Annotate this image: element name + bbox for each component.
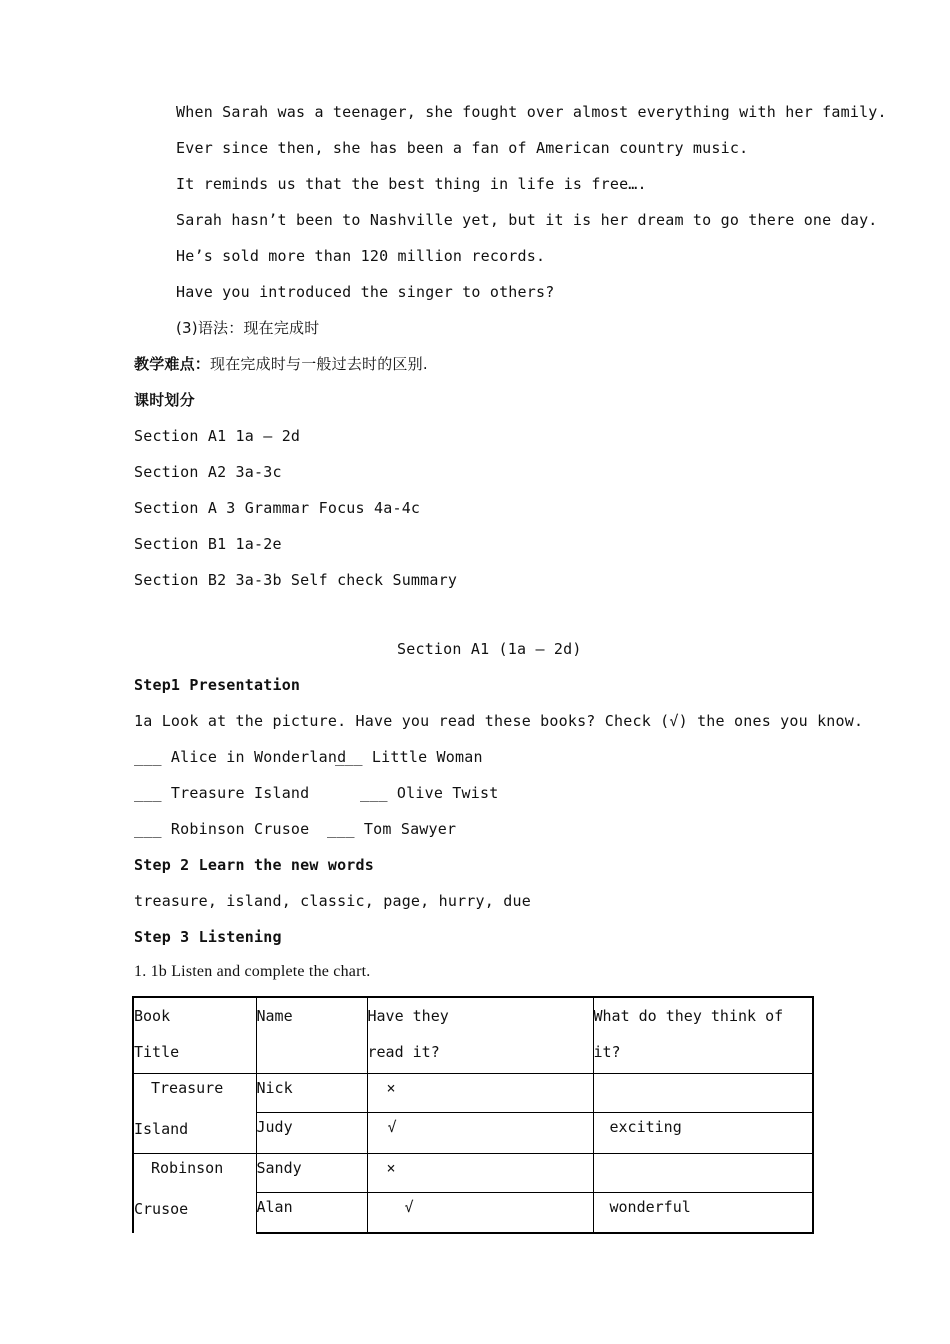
read-mark: × [386, 1078, 396, 1097]
table-row [133, 1073, 813, 1112]
header-book-line: Book [134, 1007, 171, 1025]
read-cell [367, 1192, 593, 1233]
difficulty-line [134, 354, 428, 374]
header-read [367, 997, 593, 1073]
book-option: ___ Alice in Wonderland [134, 748, 347, 766]
book-option: ___ Treasure Island [134, 784, 310, 802]
book-title-line1: Robinson [151, 1158, 224, 1177]
step2-words: treasure, island, classic, page, hurry, due [134, 892, 531, 910]
book-title-line2: Island [134, 1119, 189, 1138]
step3-heading: Step 3 Listening [134, 928, 282, 946]
opinion-text: wonderful [609, 1197, 691, 1216]
schedule-item: Section B2 3a-3b Self check Summary [134, 571, 458, 589]
grammar-point: (3)语法：现在完成时 [176, 319, 320, 337]
read-cell [367, 1112, 593, 1153]
header-title-line: Title [134, 1043, 180, 1061]
intro-sentence: Have you introduced the singer to others? [176, 283, 555, 301]
book-option: ___ Little Woman [335, 748, 483, 766]
student-name: Judy [256, 1117, 293, 1136]
table-row [133, 1153, 813, 1192]
opinion-text [594, 1154, 813, 1158]
book-title-line1: Treasure [151, 1078, 224, 1097]
student-name: Sandy [256, 1158, 302, 1177]
step1-instruction: 1a Look at the picture. Have you read these books? Check (√) the ones you know. [134, 712, 864, 730]
table-header-row [133, 997, 813, 1073]
intro-sentence: It reminds us that the best thing in life is free…. [176, 175, 647, 193]
header-read-line1: Have they [367, 1007, 449, 1025]
difficulty-text: 现在完成时与一般过去时的区别. [210, 355, 428, 373]
book-title-cell [133, 1073, 256, 1153]
schedule-item: Section A 3 Grammar Focus 4a-4c [134, 499, 421, 517]
name-cell [256, 1112, 367, 1153]
header-read-line2: read it? [367, 1043, 440, 1061]
name-cell [256, 1153, 367, 1192]
schedule-item: Section A2 3a-3c [134, 463, 282, 481]
student-name: Alan [256, 1197, 293, 1216]
book-option: ___ Olive Twist [360, 784, 499, 802]
header-book-title [133, 997, 256, 1073]
step2-heading: Step 2 Learn the new words [134, 856, 374, 874]
read-cell [367, 1073, 593, 1112]
opinion-text [594, 1074, 813, 1078]
opinion-cell [593, 1153, 813, 1192]
name-cell [256, 1192, 367, 1233]
book-title-line2: Crusoe [134, 1199, 189, 1218]
step3-task: 1. 1b Listen and complete the chart. [134, 963, 371, 980]
intro-sentence: He’s sold more than 120 million records. [176, 247, 546, 265]
header-opinion-text: What do they think of it? [593, 1007, 784, 1061]
difficulty-label: 教学难点： [134, 355, 211, 373]
opinion-cell [593, 1192, 813, 1233]
read-cell [367, 1153, 593, 1192]
opinion-text: exciting [609, 1117, 682, 1136]
section-title: Section A1 (1a – 2d) [397, 640, 582, 658]
schedule-item: Section A1 1a – 2d [134, 427, 301, 445]
intro-sentence: When Sarah was a teenager, she fought over almost everything with her family. [176, 103, 887, 121]
schedule-heading: 课时划分 [134, 391, 195, 409]
read-mark: × [386, 1158, 396, 1177]
opinion-cell [593, 1073, 813, 1112]
listening-chart [132, 996, 814, 1234]
book-option: ___ Robinson Crusoe [134, 820, 310, 838]
read-mark: √ [387, 1117, 397, 1136]
book-title-cell [133, 1153, 256, 1233]
opinion-cell [593, 1112, 813, 1153]
intro-sentence: Sarah hasn’t been to Nashville yet, but it is her dream to go there one day. [176, 211, 878, 229]
header-name-text: Name [256, 1007, 293, 1025]
student-name: Nick [256, 1078, 293, 1097]
step1-heading: Step1 Presentation [134, 676, 301, 694]
header-opinion [593, 997, 813, 1073]
name-cell [256, 1073, 367, 1112]
intro-sentence: Ever since then, she has been a fan of American country music. [176, 139, 749, 157]
book-option: ___ Tom Sawyer [327, 820, 457, 838]
schedule-item: Section B1 1a-2e [134, 535, 282, 553]
header-name [256, 997, 367, 1073]
read-mark: √ [404, 1197, 414, 1216]
